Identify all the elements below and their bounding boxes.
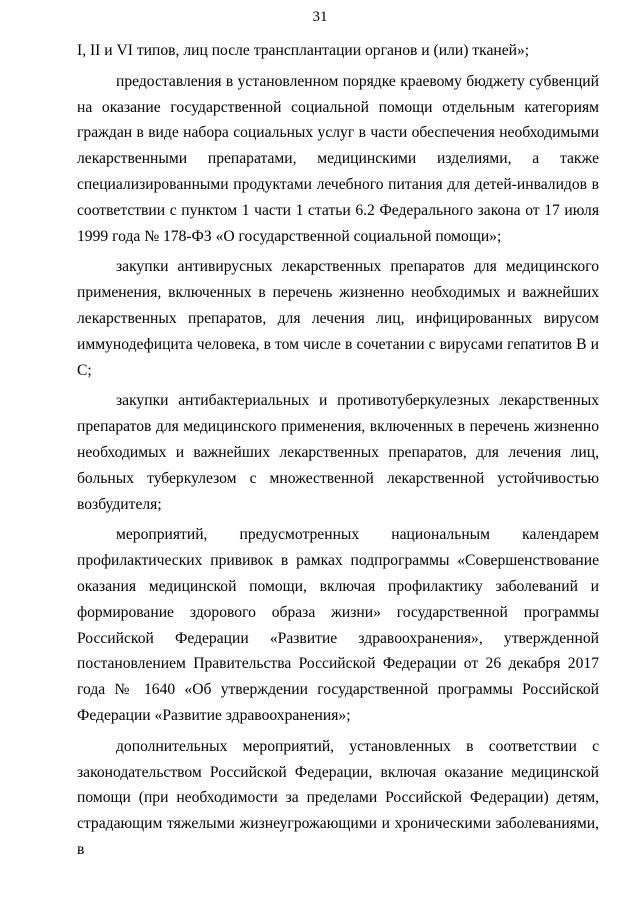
paragraph-continuation: I, II и VI типов, лиц после трансплантации органов и (или) тканей»; [77, 42, 530, 59]
paragraph-antibacterial-purchases: закупки антибактериальных и противотуберкулезных лекарственных препаратов для медицинского применения, включенных в перечень жизненно необходимых и важнейших лекарственных препаратов, для лечения лиц, больных туберкулезом с множественной лекарственной устойчивостью возбудителя; [77, 392, 599, 513]
document-body [77, 38, 599, 863]
paragraph-vaccination-calendar: мероприятий, предусмотренных национальным календарем профилактических прививок в рамках подпрограммы «Совершенствование оказания медицинской помощи, включая профилактику заболеваний и формирование здорового образа жизни» государственной программы Российской Федерации «Развитие здравоохранения», утвержденной постановлением Правительства Российской Федерации от 26 декабря 2017 года № 1640 «Об утверждении государственной программы Российской Федерации «Развитие здравоохранения»; [77, 526, 599, 724]
paragraph-additional-measures: дополнительных мероприятий, установленных в соответствии с законодательством Российской Федерации, включая оказание медицинской помощи (при необходимости за пределами Российской Федерации) детям, страдающим тяжелыми жизнеугрожающими и хроническими заболеваниями, в [77, 737, 599, 858]
page-number: 31 [312, 9, 328, 25]
paragraph-antiviral-purchases: закупки антивирусных лекарственных препаратов для медицинского применения, включенных в перечень жизненно необходимых и важнейших лекарственных препаратов, для лечения лиц, инфицированных вирусом иммунодефицита человека, в том числе в сочетании с вирусами гепатитов B и C; [77, 258, 599, 379]
paragraph-subventions: предоставления в установленном порядке краевому бюджету субвенций на оказание государственной социальной помощи отдельным категориям граждан в виде набора социальных услуг в части обеспечения необходимыми лекарственными препаратами, медицинскими изделиями, а также специализированными продуктами лечебного питания для детей-инвалидов в соответствии с пунктом 1 части 1 статьи 6.2 Федерального закона от 17 июля 1999 года № 178-ФЗ «О государственной социальной помощи»; [77, 72, 599, 245]
